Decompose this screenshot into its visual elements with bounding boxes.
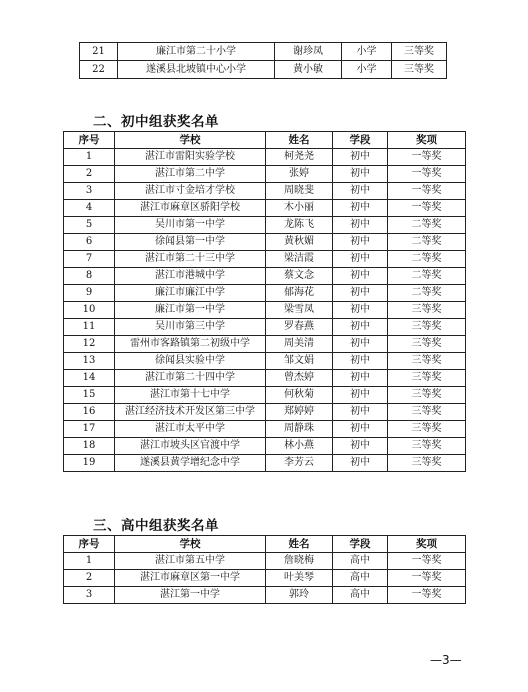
cell-number: 15	[64, 387, 115, 404]
cell-award: 一等奖	[388, 166, 466, 183]
column-header: 奖项	[388, 536, 466, 553]
column-header: 序号	[64, 536, 115, 553]
cell-stage: 初中	[333, 217, 388, 234]
table-row	[64, 570, 466, 587]
cell-name: 何秋菊	[266, 387, 333, 404]
table-row	[64, 149, 466, 166]
cell-stage: 高中	[333, 587, 388, 604]
cell-stage: 初中	[333, 268, 388, 285]
cell-stage: 初中	[333, 370, 388, 387]
column-header: 奖项	[388, 132, 466, 149]
table-row	[64, 455, 466, 472]
cell-stage: 初中	[333, 183, 388, 200]
table-row	[64, 200, 466, 217]
cell-stage: 初中	[333, 404, 388, 421]
cell-school: 湛江市太平中学	[115, 421, 266, 438]
column-header: 学段	[333, 536, 388, 553]
table-row	[64, 217, 466, 234]
cell-number: 3	[64, 587, 115, 604]
table-row	[64, 387, 466, 404]
cell-name: 蔡文念	[266, 268, 333, 285]
cell-number: 19	[64, 455, 115, 472]
cell-school: 廉江市第二十小学	[118, 43, 275, 61]
table-row	[64, 421, 466, 438]
cell-name: 黄小敏	[275, 61, 342, 79]
cell-award: 三等奖	[388, 404, 466, 421]
cell-name: 黄秋媚	[266, 234, 333, 251]
cell-stage: 初中	[333, 302, 388, 319]
cell-award: 二等奖	[388, 217, 466, 234]
cell-number: 21	[80, 43, 118, 61]
table-row	[64, 404, 466, 421]
cell-school: 湛江第一中学	[115, 587, 266, 604]
table-row	[80, 43, 447, 61]
table-row	[64, 353, 466, 370]
cell-number: 9	[64, 285, 115, 302]
cell-award: 二等奖	[388, 251, 466, 268]
cell-school: 湛江市雷阳实验学校	[115, 149, 266, 166]
cell-stage: 小学	[342, 43, 392, 61]
table-row	[64, 302, 466, 319]
cell-award: 一等奖	[388, 149, 466, 166]
cell-name: 周美清	[266, 336, 333, 353]
cell-award: 三等奖	[388, 387, 466, 404]
cell-name: 张婷	[266, 166, 333, 183]
cell-stage: 高中	[333, 553, 388, 570]
table-row	[64, 268, 466, 285]
table-row	[64, 336, 466, 353]
cell-number: 8	[64, 268, 115, 285]
cell-school: 湛江市第五中学	[115, 553, 266, 570]
cell-stage: 初中	[333, 149, 388, 166]
cell-name: 叶美琴	[266, 570, 333, 587]
cell-stage: 初中	[333, 438, 388, 455]
cell-number: 10	[64, 302, 115, 319]
cell-name: 木小丽	[266, 200, 333, 217]
cell-school: 湛江市麻章区第一中学	[115, 570, 266, 587]
cell-name: 柯尧尧	[266, 149, 333, 166]
cell-number: 2	[64, 166, 115, 183]
table-row	[64, 183, 466, 200]
cell-name: 詹晓梅	[266, 553, 333, 570]
cell-number: 13	[64, 353, 115, 370]
cell-award: 三等奖	[388, 438, 466, 455]
table-row	[64, 553, 466, 570]
cell-award: 一等奖	[388, 570, 466, 587]
cell-award: 二等奖	[388, 234, 466, 251]
cell-name: 罗春燕	[266, 319, 333, 336]
cell-award: 三等奖	[392, 61, 447, 79]
cell-name: 周晓斐	[266, 183, 333, 200]
cell-name: 曾杰婷	[266, 370, 333, 387]
cell-award: 三等奖	[388, 319, 466, 336]
column-header: 学校	[115, 536, 266, 553]
cell-award: 一等奖	[388, 183, 466, 200]
cell-award: 一等奖	[388, 553, 466, 570]
cell-school: 湛江市第二十三中学	[115, 251, 266, 268]
cell-number: 14	[64, 370, 115, 387]
cell-school: 廉江市廉江中学	[115, 285, 266, 302]
table-row	[64, 234, 466, 251]
cell-school: 湛江市麻章区骄阳学校	[115, 200, 266, 217]
cell-stage: 初中	[333, 200, 388, 217]
cell-award: 三等奖	[388, 353, 466, 370]
cell-stage: 初中	[333, 353, 388, 370]
cell-number: 18	[64, 438, 115, 455]
cell-school: 吴川市第三中学	[115, 319, 266, 336]
cell-award: 三等奖	[388, 370, 466, 387]
cell-number: 7	[64, 251, 115, 268]
cell-number: 1	[64, 553, 115, 570]
cell-name: 郑婷婷	[266, 404, 333, 421]
cell-stage: 初中	[333, 285, 388, 302]
cell-stage: 初中	[333, 166, 388, 183]
cell-award: 三等奖	[392, 43, 447, 61]
cell-stage: 初中	[333, 387, 388, 404]
junior-section-heading: 二、初中组获奖名单	[93, 114, 219, 130]
cell-number: 5	[64, 217, 115, 234]
primary-award-table-tail	[79, 42, 447, 79]
cell-award: 一等奖	[388, 200, 466, 217]
table-row	[64, 370, 466, 387]
page-number: —3—	[430, 653, 462, 667]
table-row	[64, 251, 466, 268]
cell-number: 3	[64, 183, 115, 200]
column-header: 姓名	[266, 132, 333, 149]
cell-school: 吴川市第一中学	[115, 217, 266, 234]
cell-award: 二等奖	[388, 285, 466, 302]
table-row	[64, 166, 466, 183]
cell-name: 梁洁霞	[266, 251, 333, 268]
junior-award-table	[63, 131, 466, 472]
cell-name: 谢珍凤	[275, 43, 342, 61]
column-header: 学校	[115, 132, 266, 149]
cell-name: 林小燕	[266, 438, 333, 455]
cell-stage: 初中	[333, 455, 388, 472]
cell-name: 邹文娟	[266, 353, 333, 370]
senior-section-heading: 三、高中组获奖名单	[93, 518, 219, 534]
cell-number: 4	[64, 200, 115, 217]
cell-stage: 高中	[333, 570, 388, 587]
cell-award: 二等奖	[388, 268, 466, 285]
cell-number: 16	[64, 404, 115, 421]
cell-school: 湛江市坡头区官渡中学	[115, 438, 266, 455]
cell-stage: 初中	[333, 336, 388, 353]
table-header-row	[64, 132, 466, 149]
column-header: 序号	[64, 132, 115, 149]
cell-award: 一等奖	[388, 587, 466, 604]
cell-school: 遂溪县黄学增纪念中学	[115, 455, 266, 472]
cell-award: 三等奖	[388, 421, 466, 438]
cell-stage: 初中	[333, 319, 388, 336]
senior-award-table	[63, 535, 466, 604]
cell-number: 6	[64, 234, 115, 251]
table-header-row	[64, 536, 466, 553]
cell-number: 2	[64, 570, 115, 587]
cell-school: 湛江市第十七中学	[115, 387, 266, 404]
table-row	[64, 587, 466, 604]
table-row	[64, 285, 466, 302]
cell-stage: 初中	[333, 421, 388, 438]
cell-name: 郭玲	[266, 587, 333, 604]
cell-name: 周静珠	[266, 421, 333, 438]
cell-school: 湛江市港城中学	[115, 268, 266, 285]
cell-stage: 小学	[342, 61, 392, 79]
cell-school: 廉江市第一中学	[115, 302, 266, 319]
cell-school: 湛江经济技术开发区第三中学	[115, 404, 266, 421]
cell-number: 1	[64, 149, 115, 166]
cell-name: 梁雪凤	[266, 302, 333, 319]
cell-school: 徐闻县第一中学	[115, 234, 266, 251]
table-row	[80, 61, 447, 79]
cell-school: 湛江市寸金培才学校	[115, 183, 266, 200]
cell-school: 湛江市第二中学	[115, 166, 266, 183]
cell-stage: 初中	[333, 251, 388, 268]
cell-name: 郁海花	[266, 285, 333, 302]
column-header: 姓名	[266, 536, 333, 553]
cell-name: 李芳云	[266, 455, 333, 472]
cell-number: 22	[80, 61, 118, 79]
column-header: 学段	[333, 132, 388, 149]
cell-school: 湛江市第二十四中学	[115, 370, 266, 387]
cell-award: 三等奖	[388, 455, 466, 472]
cell-award: 三等奖	[388, 336, 466, 353]
cell-number: 17	[64, 421, 115, 438]
cell-award: 三等奖	[388, 302, 466, 319]
cell-school: 遂溪县北坡镇中心小学	[118, 61, 275, 79]
cell-number: 11	[64, 319, 115, 336]
cell-number: 12	[64, 336, 115, 353]
cell-school: 雷州市客路镇第二初级中学	[115, 336, 266, 353]
table-row	[64, 438, 466, 455]
cell-name: 龙陈飞	[266, 217, 333, 234]
table-row	[64, 319, 466, 336]
cell-school: 徐闻县实验中学	[115, 353, 266, 370]
cell-stage: 初中	[333, 234, 388, 251]
